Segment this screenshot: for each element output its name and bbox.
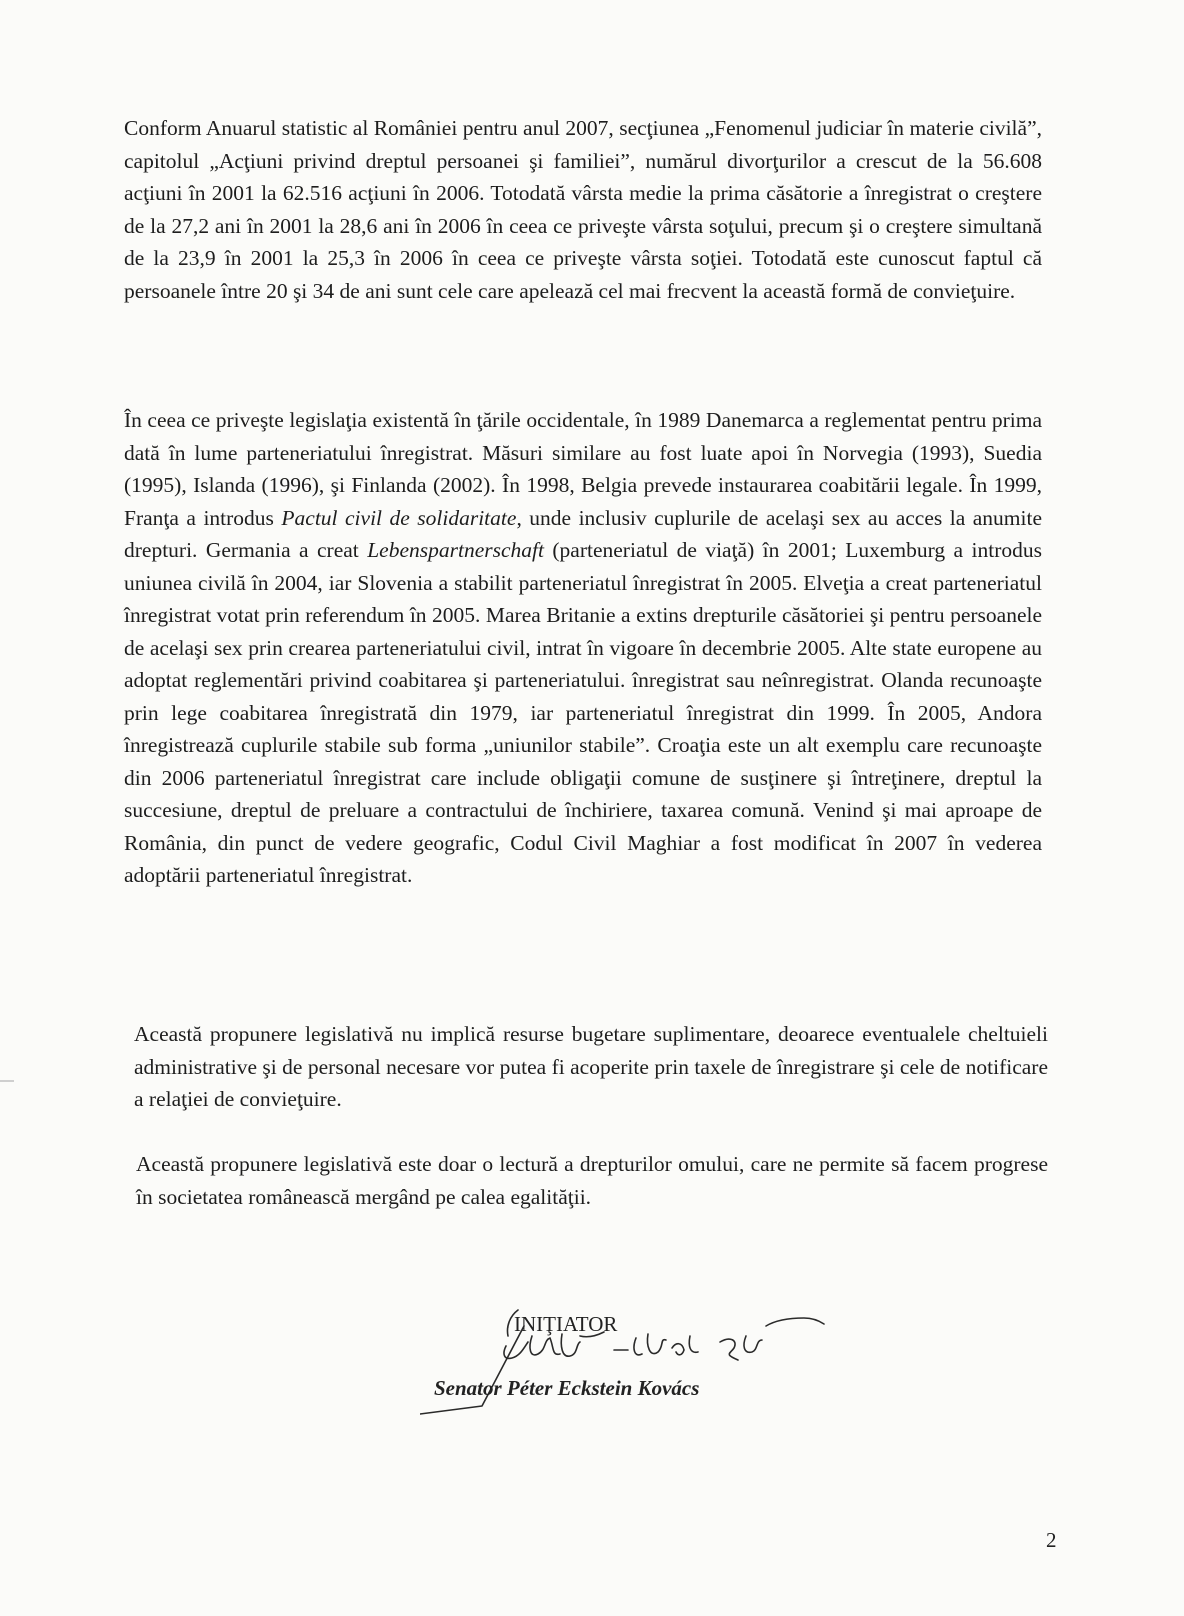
paragraph-text: Această propunere legislativă este doar o lectură a drepturilor omului, care ne permite să facem progrese în societatea românească mergând pe calea egalităţii. (136, 1152, 1048, 1209)
paragraph-legislation (124, 404, 1042, 892)
senator-name: Senator Péter Eckstein Kovács (434, 1376, 700, 1400)
text-segment: , unde inclusiv cuplurile de acelaşi sex au acces la anumite drepturi. Germania a creat (124, 505, 1042, 562)
initiator-label: INIŢIATOR (514, 1312, 618, 1336)
paragraph-text: Această propunere legislativă nu implică resurse bugetare suplimentare, deoarece eventualele cheltuieli administrative şi de personal necesare vor putea fi acoperite prin taxele de înregistrare şi cele de notificare a relaţiei de convieţuire. (134, 1022, 1048, 1111)
paragraph-budget (134, 1018, 1048, 1116)
paragraph-statistics (124, 112, 1042, 307)
italic-term-pacs: Pactul civil de solidaritate (281, 505, 517, 530)
scan-mark (0, 1080, 14, 1082)
paragraph-human-rights (136, 1148, 1048, 1213)
paragraph-text: Conform Anuarul statistic al României pentru anul 2007, secţiunea „Fenomenul judiciar în materie civilă”, capitolul „Acţiuni privind dreptul persoanei şi familiei”, numărul divorţurilor a crescut de la 56.608 acţiuni în 2001 la 62.516 acţiuni în 2006. Totodată vârsta medie la prima căsătorie a înregistrat o creştere de la 27,2 ani în 2001 la 28,6 ani în 2006 în ceea ce priveşte vârsta soţului, precum şi o creştere simultană de la 23,9 în 2001 la 25,3 în 2006 în ceea ce priveşte vârsta soţiei. Totodată este cunoscut faptul că persoanele între 20 şi 34 de ani sunt cele care apelează cel mai frecvent la această formă de convieţuire. (124, 116, 1042, 303)
page-number: 2 (1046, 1528, 1057, 1552)
text-segment: (parteneriatul de viaţă) în 2001; Luxemburg a introdus uniunea civilă în 2004, iar Slovenia a stabilit parteneriatul înregistrat în 2005. Elveţia a creat parteneriatul înregistrat votat prin referendum în 2005. Marea Britanie a extins drepturile căsătoriei şi pentru persoanele de acelaşi sex prin crearea parteneriatului civil, intrat în vigoare în decembrie 2005. Alte state europene au adoptat reglementări privind coabitarea şi parteneriatului. înregistrat sau neînregistrat. Olanda recunoaşte prin lege coabitarea înregistrată din 1979, iar parteneriatul înregistrat din 1999. În 2005, Andora înregistrează cuplurile stabile sub forma „uniunilor stabile”. Croaţia este un alt exemplu care recunoaşte din 2006 parteneriatul înregistrat care include obligaţii comune de susţinere şi întreţinere, dreptul la succesiune, dreptul de preluare a contractului de închiriere, taxarea comună. Venind şi mai aproape de România, din punct de vedere geografic, Codul Civil Maghiar a fost modificat în 2007 în vederea adoptării parteneriatul înregistrat. (124, 538, 1042, 887)
paragraph-text (124, 404, 1042, 892)
text-segment: În ceea ce priveşte legislaţia existentă în ţările occidentale, în 1989 Danemarca a reglementat pentru prima dată în lume parteneriatului înregistrat. Măsuri similare au fost luate apoi în Norvegia (1993), Suedia (1995), Islanda (1996), şi Finlanda (2002). În 1998, Belgia prevede instaurarea coabitării legale. În 1999, Franţa a introdus (124, 408, 1042, 530)
italic-term-lebenspartnerschaft: Lebenspartnerschaft (367, 538, 544, 562)
